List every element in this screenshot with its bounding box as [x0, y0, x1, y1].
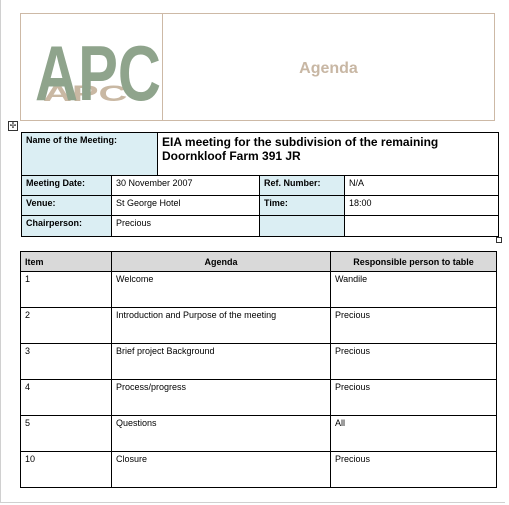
item-cell: 2	[21, 308, 112, 344]
venue-value: St George Hotel	[112, 196, 260, 216]
agenda-table	[20, 251, 497, 488]
title-cell	[163, 14, 494, 120]
item-cell: 3	[21, 344, 112, 380]
empty-value-cell	[345, 216, 499, 237]
chairperson-value: Precious	[112, 216, 260, 237]
ref-number-value: N/A	[345, 176, 499, 196]
table-row	[21, 308, 497, 344]
agenda-cell: Introduction and Purpose of the meeting	[112, 308, 331, 344]
item-cell: 4	[21, 380, 112, 416]
meeting-date-value: 30 November 2007	[112, 176, 260, 196]
meeting-name-value: EIA meeting for the subdivision of the remaining Doornkloof Farm 391 JR	[158, 133, 499, 176]
agenda-header-row	[21, 252, 497, 272]
item-cell: 1	[21, 272, 112, 308]
agenda-cell: Closure	[112, 452, 331, 488]
meeting-date-label: Meeting Date:	[22, 176, 112, 196]
venue-label: Venue:	[22, 196, 112, 216]
svg-text:APC: APC	[35, 29, 161, 117]
item-cell: 5	[21, 416, 112, 452]
table-row	[21, 344, 497, 380]
table-row	[21, 416, 497, 452]
agenda-cell: Questions	[112, 416, 331, 452]
time-label: Time:	[260, 196, 345, 216]
table-row	[21, 272, 497, 308]
document-title: Agenda	[299, 60, 358, 77]
responsible-cell: Precious	[331, 308, 497, 344]
table-row	[21, 380, 497, 416]
item-header: Item	[21, 252, 112, 272]
chairperson-label: Chairperson:	[22, 216, 112, 237]
item-cell: 10	[21, 452, 112, 488]
agenda-cell: Process/progress	[112, 380, 331, 416]
apc-logo-graphic	[21, 14, 163, 120]
table-row	[21, 452, 497, 488]
responsible-cell: Wandile	[331, 272, 497, 308]
responsible-cell: Precious	[331, 380, 497, 416]
agenda-cell: Brief project Background	[112, 344, 331, 380]
empty-label-cell	[260, 216, 345, 237]
responsible-cell: Precious	[331, 344, 497, 380]
document-header	[20, 13, 495, 121]
responsible-cell: Precious	[331, 452, 497, 488]
svg-text:APC: APC	[43, 81, 128, 106]
apc-logo	[21, 14, 163, 120]
table-resize-handle[interactable]	[496, 237, 502, 243]
table-move-handle[interactable]: ✢	[9, 121, 17, 130]
meeting-name-label: Name of the Meeting:	[22, 133, 158, 176]
responsible-cell: All	[331, 416, 497, 452]
meeting-info-table	[21, 132, 499, 237]
ref-number-label: Ref. Number:	[260, 176, 345, 196]
responsible-header: Responsible person to table	[331, 252, 497, 272]
agenda-header: Agenda	[112, 252, 331, 272]
time-value: 18:00	[345, 196, 499, 216]
agenda-cell: Welcome	[112, 272, 331, 308]
